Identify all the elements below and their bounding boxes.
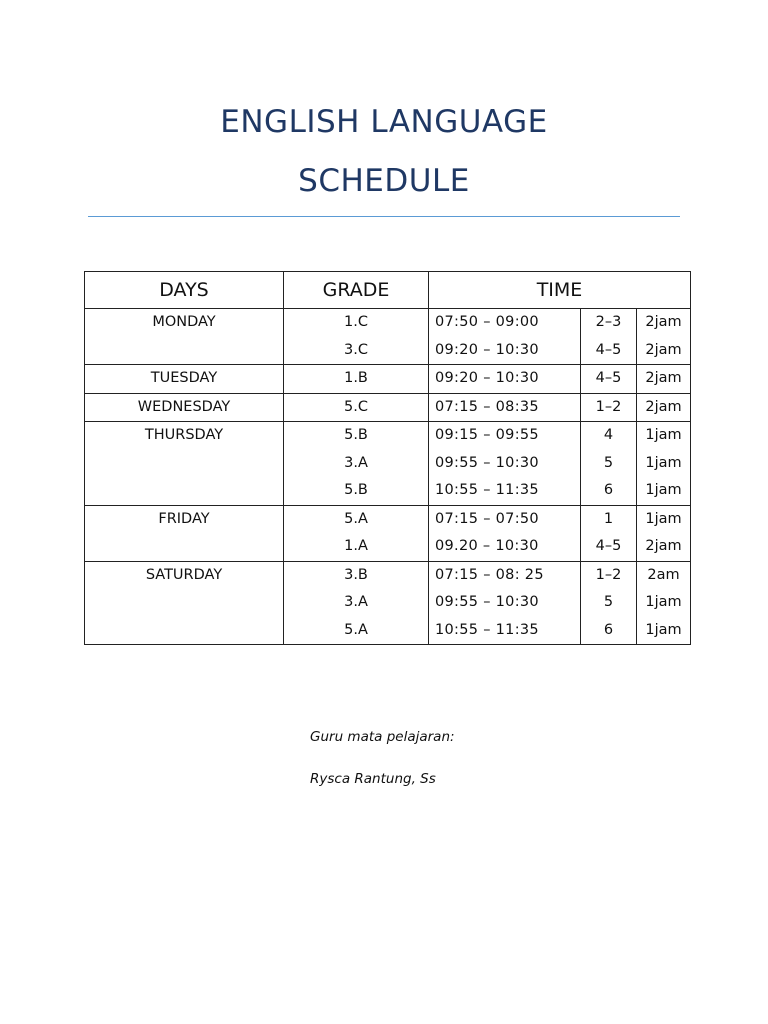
period-value: 6 [603, 621, 614, 638]
time-cell [429, 505, 581, 561]
day-cell [85, 505, 284, 561]
time-cell [429, 561, 581, 645]
table-row [85, 505, 691, 561]
grade-cell [284, 505, 429, 561]
header-time: TIME [429, 272, 691, 309]
time-value: 09:55 – 10:30 [435, 454, 539, 471]
hours-value: 1jam [645, 621, 682, 638]
time-value: 07:50 – 09:00 [435, 314, 539, 330]
day-label: TUESDAY [150, 370, 218, 386]
time-value: 09:55 – 10:30 [435, 594, 539, 610]
grade-value: 5.B [344, 482, 368, 498]
grade-value: 1.B [344, 370, 368, 386]
table-row [85, 365, 691, 394]
day-label: WEDNESDAY [137, 398, 231, 415]
hours-value: 2am [647, 566, 680, 583]
day-label: SATURDAY [145, 566, 223, 583]
table-header-row [85, 272, 691, 309]
hours-cell [637, 505, 691, 561]
hours-cell [637, 561, 691, 645]
period-value: 2–3 [595, 314, 622, 330]
hours-value: 2jam [645, 398, 682, 415]
period-value: 4 [603, 427, 614, 443]
grade-value: 5.C [344, 398, 368, 415]
hours-value: 2jam [645, 370, 682, 386]
teacher-name: Rysca Rantung, Ss [310, 771, 436, 787]
time-cell [429, 422, 581, 506]
table-row [85, 393, 691, 422]
document-title-line-2: SCHEDULE [298, 163, 470, 199]
time-value: 07:15 – 08: 25 [435, 566, 544, 583]
period-cell [581, 422, 637, 506]
period-value: 5 [603, 594, 614, 610]
period-value: 1 [603, 510, 614, 527]
header-grade: GRADE [284, 272, 429, 309]
table-body [85, 309, 691, 645]
table-row [85, 309, 691, 365]
day-cell [85, 365, 284, 394]
grade-value: 3.A [344, 594, 368, 610]
table-row [85, 422, 691, 506]
grade-cell [284, 422, 429, 506]
table-row [85, 561, 691, 645]
document-title-line-1: ENGLISH LANGUAGE [220, 104, 548, 140]
grade-value: 1.A [344, 538, 368, 554]
period-cell [581, 505, 637, 561]
hours-value: 1jam [645, 427, 682, 443]
day-label: THURSDAY [144, 427, 224, 443]
period-value: 6 [603, 482, 614, 498]
grade-value: 3.C [344, 341, 368, 358]
grade-value: 3.A [344, 454, 368, 471]
hours-value: 2jam [645, 314, 682, 330]
hours-value: 1jam [645, 454, 682, 471]
period-value: 4–5 [595, 341, 622, 358]
hours-cell [637, 422, 691, 506]
time-value: 09:20 – 10:30 [435, 341, 539, 358]
grade-cell [284, 393, 429, 422]
period-cell [581, 393, 637, 422]
hours-value: 2jam [645, 341, 682, 358]
period-cell [581, 309, 637, 365]
day-cell [85, 309, 284, 365]
hours-cell [637, 365, 691, 394]
time-cell [429, 309, 581, 365]
period-value: 1–2 [595, 566, 622, 583]
period-value: 1–2 [595, 398, 622, 415]
period-value: 5 [603, 454, 614, 471]
hours-value: 1jam [645, 594, 682, 610]
hours-value: 2jam [645, 538, 682, 554]
time-value: 07:15 – 08:35 [435, 398, 539, 415]
schedule-table [84, 271, 691, 645]
grade-cell [284, 561, 429, 645]
time-cell [429, 393, 581, 422]
day-cell [85, 422, 284, 506]
title-divider [88, 216, 680, 217]
time-value: 09:15 – 09:55 [435, 427, 539, 443]
hours-value: 1jam [645, 510, 682, 527]
grade-value: 5.A [344, 621, 368, 638]
hours-cell [637, 309, 691, 365]
time-value: 10:55 – 11:35 [435, 621, 539, 638]
day-label: MONDAY [152, 314, 216, 330]
period-value: 4–5 [595, 538, 622, 554]
grade-value: 1.C [344, 314, 368, 330]
hours-cell [637, 393, 691, 422]
hours-value: 1jam [645, 482, 682, 498]
grade-value: 5.B [344, 427, 368, 443]
grade-cell [284, 309, 429, 365]
period-cell [581, 365, 637, 394]
subject-teacher-label: Guru mata pelajaran: [310, 729, 455, 745]
time-value: 09.20 – 10:30 [435, 538, 539, 554]
time-cell [429, 365, 581, 394]
grade-value: 3.B [344, 566, 368, 583]
grade-cell [284, 365, 429, 394]
time-value: 09:20 – 10:30 [435, 370, 539, 386]
grade-value: 5.A [344, 510, 368, 527]
header-days: DAYS [85, 272, 284, 309]
period-cell [581, 561, 637, 645]
day-cell [85, 393, 284, 422]
time-value: 10:55 – 11:35 [435, 482, 539, 498]
period-value: 4–5 [595, 370, 622, 386]
day-cell [85, 561, 284, 645]
time-value: 07:15 – 07:50 [435, 510, 539, 527]
day-label: FRIDAY [158, 510, 210, 527]
